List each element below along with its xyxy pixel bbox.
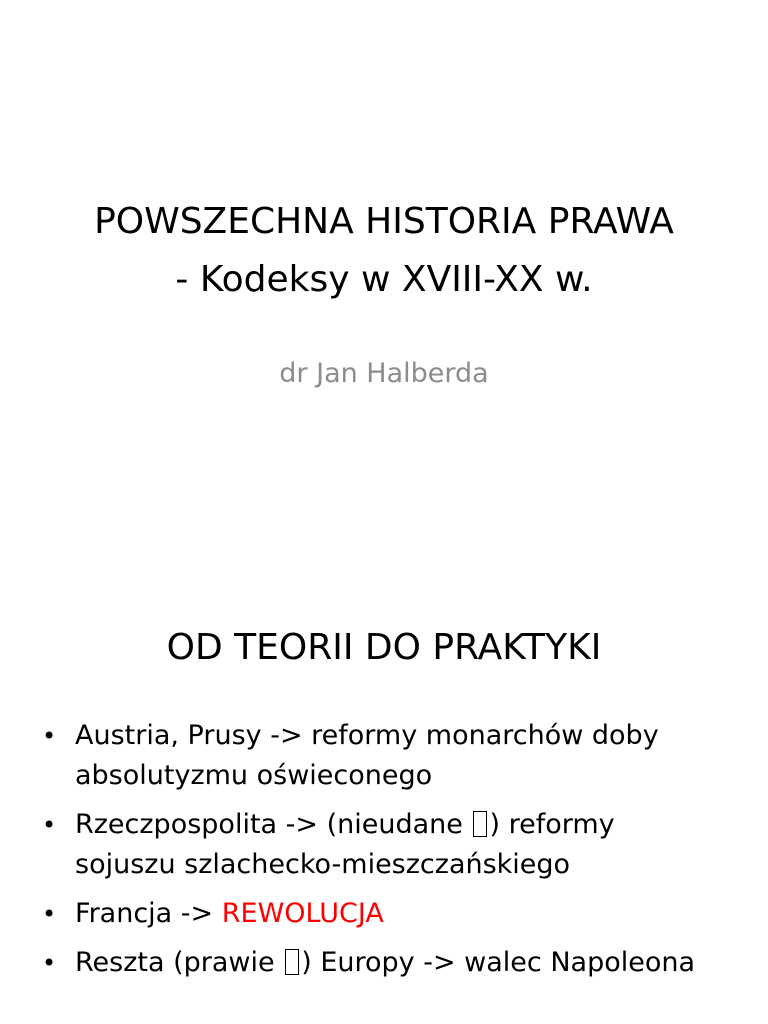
bullet-text-part-1: Reszta (prawie [75, 947, 284, 978]
bullet-list [38, 716, 738, 992]
slide-title-line-2: - Kodeksy w XVIII-XX w. [175, 259, 593, 300]
bullet-item-reszta-europy [38, 943, 738, 983]
slide-title-line-1: POWSZECHNA HISTORIA PRAWA [94, 201, 674, 242]
bullet-icon: • [42, 900, 57, 928]
bullet-icon: • [42, 811, 57, 839]
slide-subtitle-author: dr Jan Halberda [279, 358, 489, 389]
bullet-text-line-2: absolutyzmu oświeconego [75, 760, 433, 791]
bullet-icon: • [42, 722, 57, 750]
highlight-text-rewolucja: REWOLUCJA [221, 898, 384, 929]
bullet-item-francja [38, 894, 738, 934]
bullet-text: Francja -> [75, 898, 222, 929]
bullet-text-line-2: sojuszu szlachecko-mieszczańskiego [75, 849, 571, 880]
bullet-text-part-1: Rzeczpospolita -> (nieudane [75, 809, 472, 840]
bullet-item-rzeczpospolita [38, 805, 738, 885]
slide-heading: OD TEORII DO PRAKTYKI [166, 627, 602, 668]
bullet-text-part-2: ) Europy -> walec Napoleona [301, 947, 696, 978]
bullet-text-part-2: ) reformy [489, 809, 615, 840]
missing-glyph-icon [473, 811, 487, 837]
content-slide [0, 576, 768, 1024]
missing-glyph-icon [285, 949, 299, 975]
bullet-icon: • [42, 949, 57, 977]
bullet-item-austria-prusy [38, 716, 738, 796]
bullet-text-line-1: Austria, Prusy -> reformy monarchów doby [75, 720, 659, 751]
